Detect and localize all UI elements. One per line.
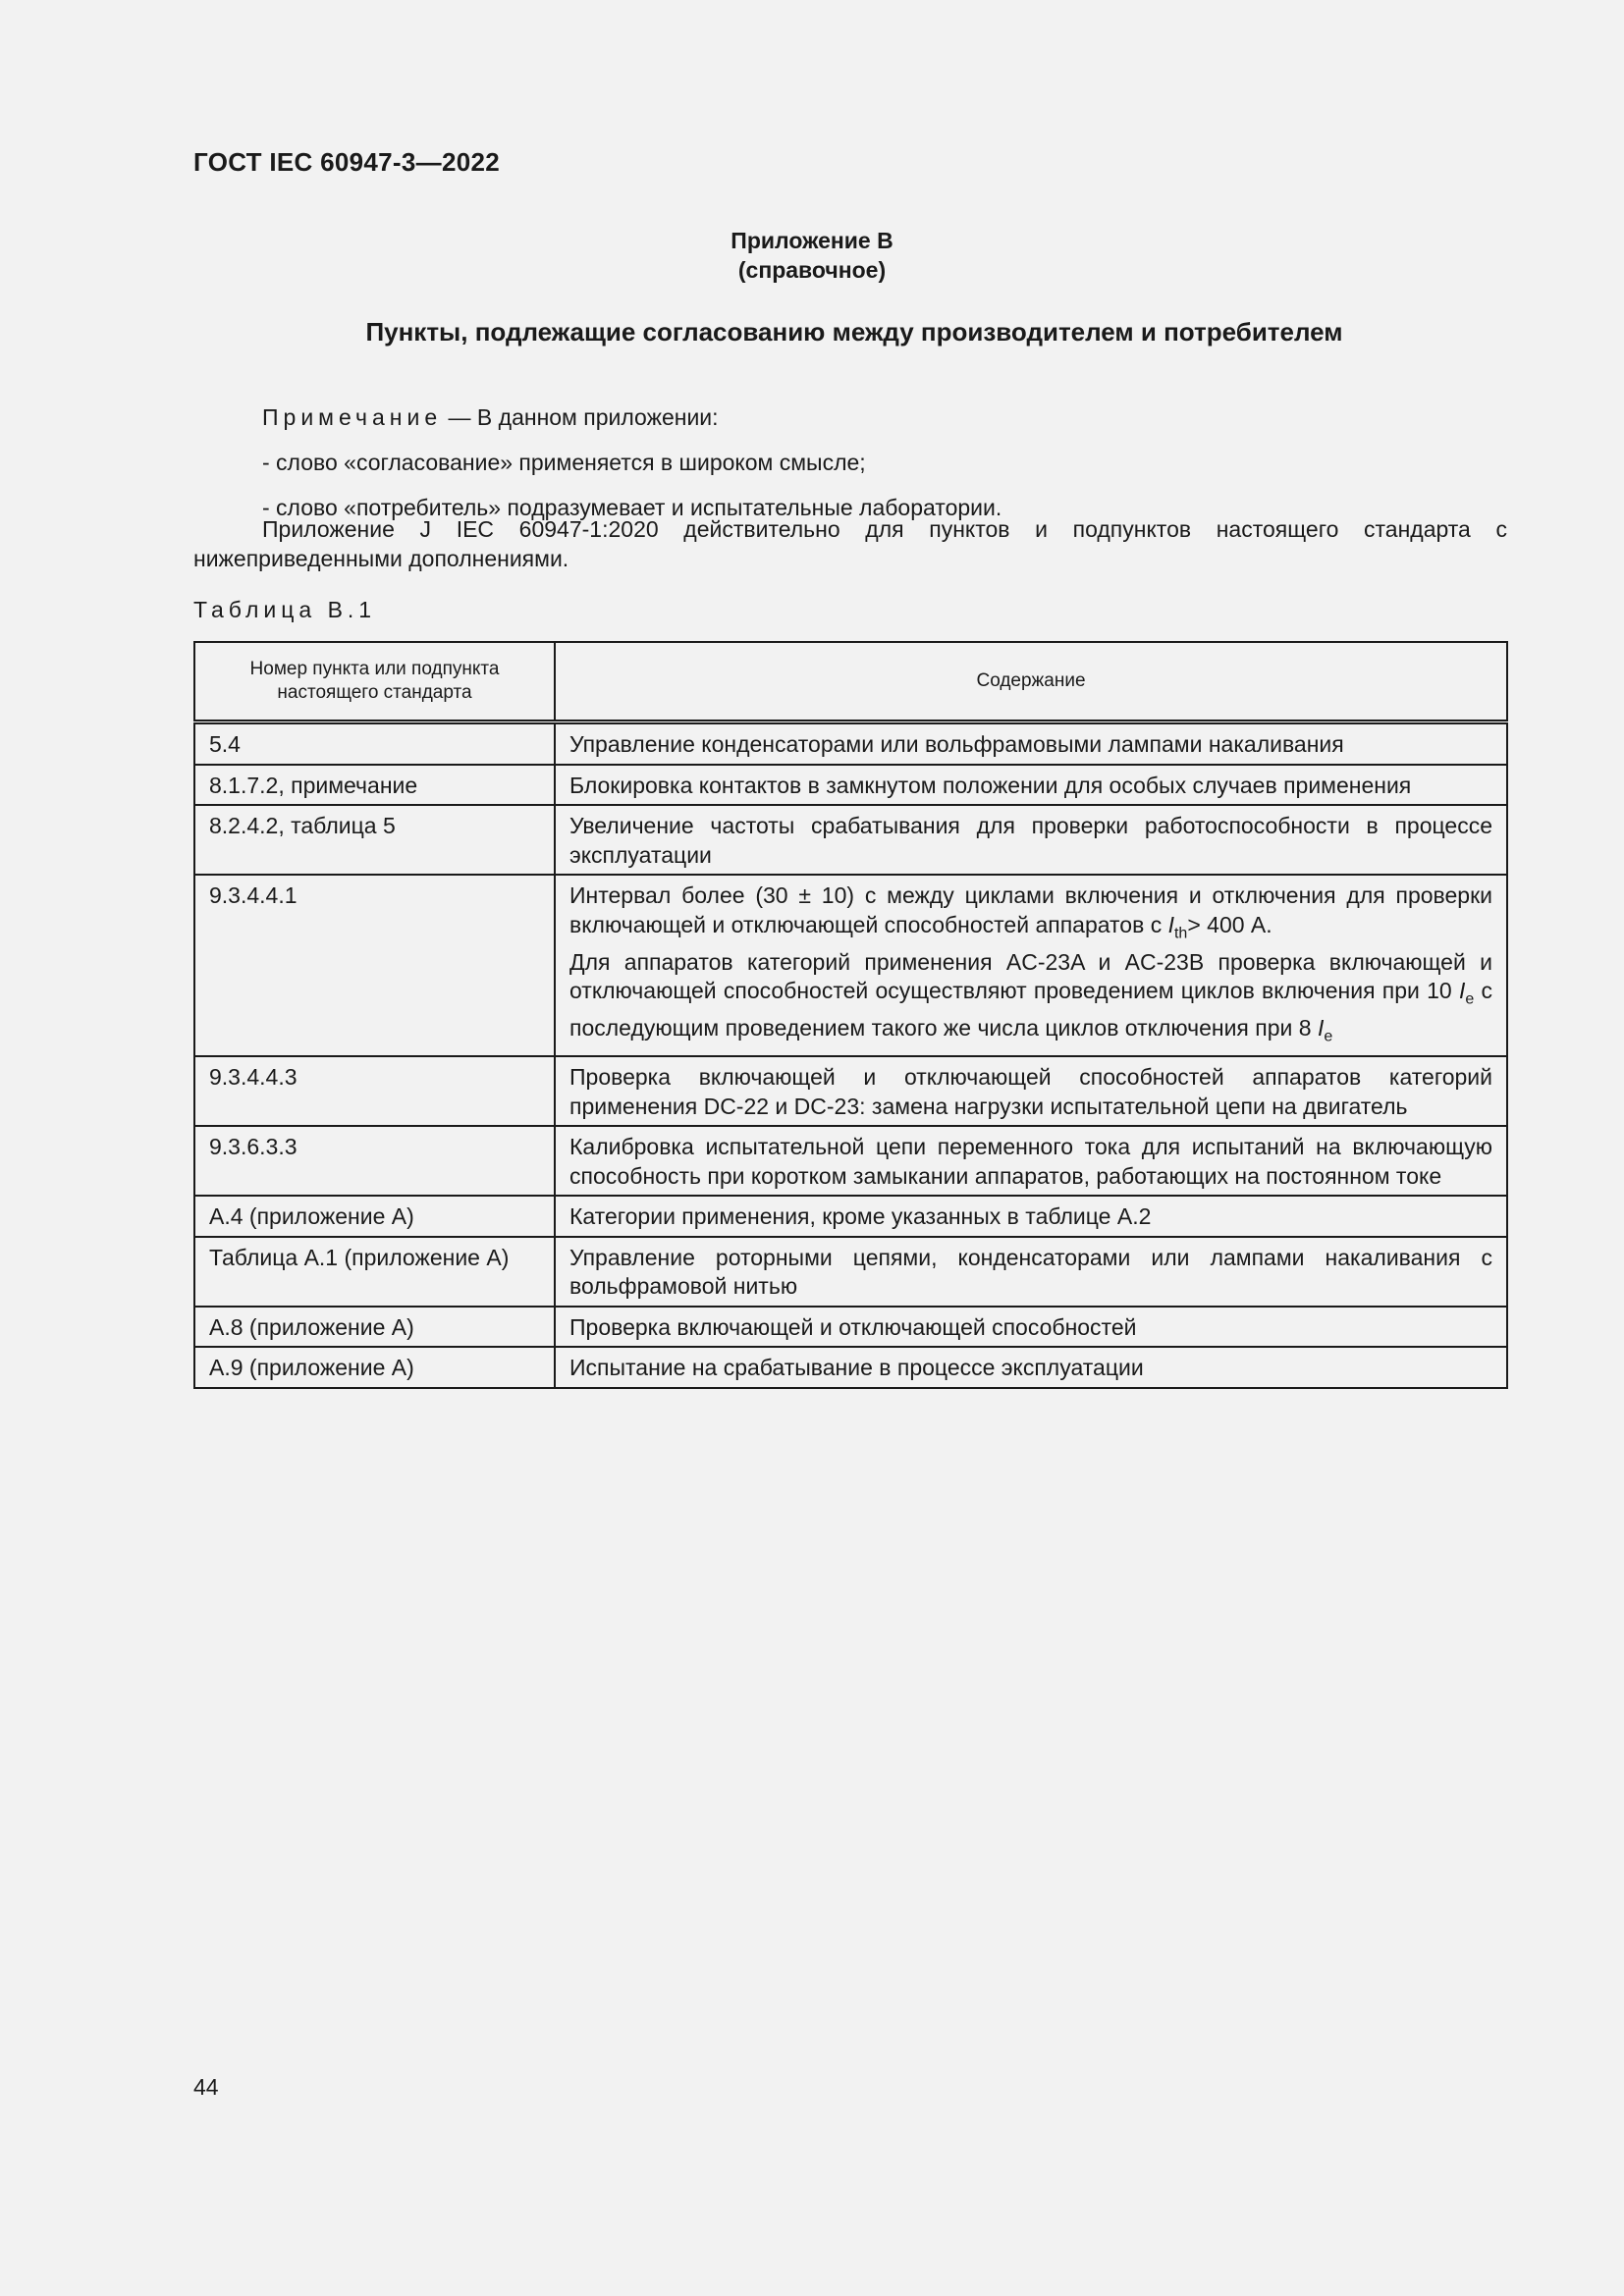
note-block [262,395,1001,530]
row-content: Управление конденсаторами или вольфрамовыми лампами накаливания [555,722,1507,765]
row-number: 8.1.7.2, примечание [194,765,555,806]
note-line [262,395,1001,440]
content-part: > 400 А. [1187,911,1272,937]
row-content: Проверка включающей и отключающей способностей аппаратов категорий применения DC-22 и DC-23: замена нагрузки испытательной цепи на двигатель [555,1056,1507,1126]
note-text: — В данном приложении: [448,404,719,430]
table-row [194,1056,1507,1126]
row-number: 5.4 [194,722,555,765]
row-content: Блокировка контактов в замкнутом положении для особых случаев применения [555,765,1507,806]
appendix-title: Приложение В [731,228,893,253]
row-number: 9.3.4.4.1 [194,875,555,1056]
intro-paragraph: Приложение J IEC 60947-1:2020 действительно для пунктов и подпунктов настоящего стандарта с нижеприведенными дополнениями. [193,516,1507,571]
row-content: Испытание на срабатывание в процессе эксплуатации [555,1347,1507,1388]
current-symbol: I [1458,978,1466,1004]
row-content [555,875,1507,1056]
document-header: ГОСТ IEC 60947-3—2022 [193,147,500,177]
note-label: Примечание [262,404,443,430]
row-content: Управление роторными цепями, конденсаторами или лампами накаливания с вольфрамовой нитью [555,1237,1507,1307]
table-row [194,765,1507,806]
table-header-row [194,642,1507,722]
note-item: - слово «потребитель» подразумевает и испытательные лаборатории. [262,495,1002,520]
row-number: А.9 (приложение А) [194,1347,555,1388]
row-content: Проверка включающей и отключающей способностей [555,1307,1507,1348]
table-row [194,1237,1507,1307]
current-symbol: I [1317,1015,1325,1041]
current-subscript: e [1324,1028,1333,1045]
note-item: - слово «согласование» применяется в широком смысле; [262,450,866,475]
current-subscript: e [1465,990,1475,1008]
table-row [194,1196,1507,1237]
table-row [194,1307,1507,1348]
table-row [194,1126,1507,1196]
row-number: 9.3.4.4.3 [194,1056,555,1126]
appendix-heading [0,226,1624,285]
table-row [194,1347,1507,1388]
row-number: Таблица А.1 (приложение А) [194,1237,555,1307]
row-content: Увеличение частоты срабатывания для проверки работоспособности в процессе эксплуатации [555,805,1507,875]
content-part: Для аппаратов категорий применения AC-23A и AC-23B проверка включающей и отключающей способностей осуществляют проведением циклов включения при 10 [569,948,1492,1004]
table-row [194,805,1507,875]
row-number: 8.2.4.2, таблица 5 [194,805,555,875]
row-content: Калибровка испытательной цепи переменного тока для испытаний на включающую способность при коротком замыкании аппаратов, работающих на постоянном токе [555,1126,1507,1196]
table-row [194,875,1507,1056]
appendix-subtitle: (справочное) [737,257,887,283]
header-content: Содержание [555,642,1507,722]
row-number: А.4 (приложение А) [194,1196,555,1237]
row-content: Категории применения, кроме указанных в таблице А.2 [555,1196,1507,1237]
table-row [194,722,1507,765]
page-number: 44 [193,2074,219,2100]
row-number: 9.3.6.3.3 [194,1126,555,1196]
table-caption: Таблица В.1 [193,597,377,622]
row-number: А.8 (приложение А) [194,1307,555,1348]
current-symbol: I [1167,911,1174,937]
section-title: Пункты, подлежащие согласованию между производителем и потребителем [365,317,1343,347]
content-part: с последующим проведением такого же числа циклов отключения при 8 [569,978,1492,1041]
header-number: Номер пункта или подпункта настоящего стандарта [194,642,555,722]
content-part: Интервал более (30 ± 10) с между циклами включения и отключения для проверки включающей и отключающей способностей аппаратов с [569,882,1492,937]
requirements-table [193,641,1508,1389]
current-subscript: th [1173,925,1188,942]
